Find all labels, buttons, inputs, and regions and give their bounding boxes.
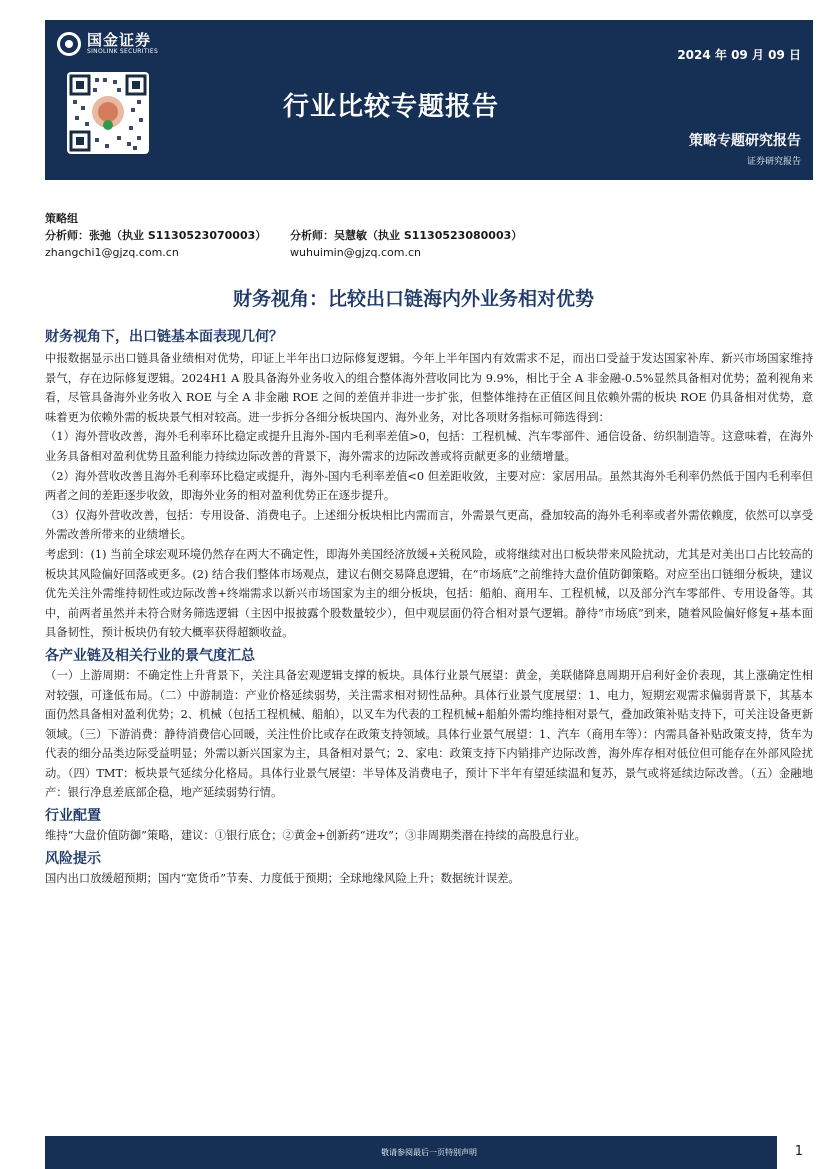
email-1: zhangchi1@gjzq.com.cn xyxy=(45,246,179,259)
paragraph: 中报数据显示出口链具备业绩相对优势，印证上半年出口边际修复逻辑。今年上半年国内有效需求不足，而出口受益于发达国家补库、新兴市场国家维持景气，存在边际修复逻辑。2024H1 A 股具备海外业务收入的组合整体海外营收同比为 9.9%，相比于全 A 非金融-0.5%显然具备相对优势；盈利视角来看，尽管具备海外业务收入 ROE 与全 A 非金融 ROE 之间的差值并非进一步扩张，但整体维持在正值区间且依赖外需的板块 ROE 仍具备相对优势，意味着更为依赖外需的板块景气相对较高。进一步拆分各细分板块国内、海外业务，对比各项财务指标可筛选得到： xyxy=(45,352,813,424)
analyst-info xyxy=(45,210,522,261)
report-type-title: 行业比较专题报告 xyxy=(283,92,500,122)
logo-cn: 国金证券 xyxy=(87,31,152,49)
paragraph: 国内出口放缓超预期；国内“宽货币”节奏、力度低于预期；全球地缘风险上升；数据统计误差。 xyxy=(45,871,520,885)
section-heading: 各产业链及相关行业的景气度汇总 xyxy=(45,647,255,664)
page-number-box xyxy=(777,1136,813,1169)
report-date: 2024 年 09 月 09 日 xyxy=(677,48,801,62)
paragraph: 维持“大盘价值防御”策略，建议：①银行底仓；②黄金+创新药“进攻”；③非周期类潜在持续的高股息行业。 xyxy=(45,829,586,843)
company-logo xyxy=(57,32,158,56)
qr-code-icon xyxy=(67,72,149,154)
report-subtitle: 策略专题研究报告 xyxy=(689,133,801,149)
paragraph: （3）仅海外营收改善，包括：专用设备、消费电子。上述细分板块相比内需而言，外需景气更高，叠加较高的海外毛利率或者外需依赖度，依然可以享受外需改善所带来的业绩增长。 xyxy=(45,508,813,542)
page-footer xyxy=(45,1136,813,1169)
logo-icon xyxy=(57,32,81,56)
section-heading: 风险提示 xyxy=(45,850,101,867)
analyst-1: 分析师：张弛（执业 S1130523070003） xyxy=(45,229,267,242)
section-heading: 财务视角下，出口链基本面表现几何？ xyxy=(45,329,283,345)
section-heading: 行业配置 xyxy=(45,808,101,825)
team-name: 策略组 xyxy=(45,212,78,225)
report-header xyxy=(45,20,813,180)
page-number: 1 xyxy=(794,1144,803,1159)
report-title: 财务视角：比较出口链海内外业务相对优势 xyxy=(232,288,594,310)
paragraph: 考虑到：(1) 当前全球宏观环境仍然存在两大不确定性，即海外美国经济放缓+关税风险，或将继续对出口板块带来风险扰动，尤其是对美出口占比较高的板块其风险偏好回落或更多。(2) 结合我们整体市场观点，建议右侧交易降息逻辑，在“市场底”之前维持大盘价值防御策略。对应至出口链细分板块，建议优先关注外需维持韧性或边际改善+终端需求以新兴市场国家为主的细分板块，包括：船舶、商用车、工程机械，以及部分汽车零部件、专用设备等。其中，前两者虽然并未符合财务筛选逻辑（主因中报披露个股数量较少），但中观层面仍符合相对景气逻辑。静待“市场底”到来，随着风险偏好修复+基本面具备韧性，预计板块仍有较大概率获得超额收益。 xyxy=(45,547,813,640)
email-2: wuhuimin@gjzq.com.cn xyxy=(290,246,422,259)
disclaimer-note: 敬请参阅最后一页特别声明 xyxy=(381,1148,477,1157)
report-body xyxy=(45,328,813,888)
paragraph: （2）海外营收改善且海外毛利率环比稳定或提升，海外-国内毛利率差值<0 但差距收敛，主要对应：家居用品。虽然其海外毛利率仍然低于国内毛利率但两者之间的差距逐步收敛，即海外业务的相对盈利优势正在逐步提升。 xyxy=(45,469,813,503)
paragraph: （一）上游周期：不确定性上升背景下，关注具备宏观逻辑支撑的板块。具体行业景气展望：黄金，美联储降息周期开启利好金价表现，其上涨确定性相对较强，可逢低布局。（二）中游制造：产业价格延续弱势，关注需求相对韧性品种。具体行业景气度展望：1、电力，短期宏观需求偏弱背景下，其基本面仍然具备相对盈利优势；2、机械（包括工程机械、船舶），以叉车为代表的工程机械+船舶外需均维持相对景气，叠加政策补贴支持下，可关注设备更新领域。（三）下游消费：静待消费信心回暖，关注性价比或存在政策支持领域。具体行业景气展望：1、汽车（商用车等）：内需具备补贴政策支持，货车为代表的细分品类边际受益明显；外需以新兴国家为主，具备相对景气；2、家电：政策支持下内销排产边际改善，海外库存相对低位但可能存在外部风险扰动。（四）TMT：板块景气延续分化格局。具体行业景气展望：半导体及消费电子，预计下半年有望延续温和复苏，景气或将延续边际改善。（五）金融地产：银行净息差底部企稳，地产延续弱势行情。 xyxy=(45,668,813,800)
paragraph: （1）海外营收改善，海外毛利率环比稳定或提升且海外-国内毛利率差值>0，包括：工程机械、汽车零部件、通信设备、纺织制造等。这意味着，在海外业务具备相对盈利优势且盈利能力持续边际改善的背景下，海外需求的边际改善或将贡献更多的业绩增量。 xyxy=(45,430,813,463)
logo-en: SINOLINK SECURITIES xyxy=(87,48,159,55)
report-sub-subtitle: 证券研究报告 xyxy=(746,157,801,167)
analyst-2: 分析师：吴慧敏（执业 S1130523080003） xyxy=(290,229,523,242)
